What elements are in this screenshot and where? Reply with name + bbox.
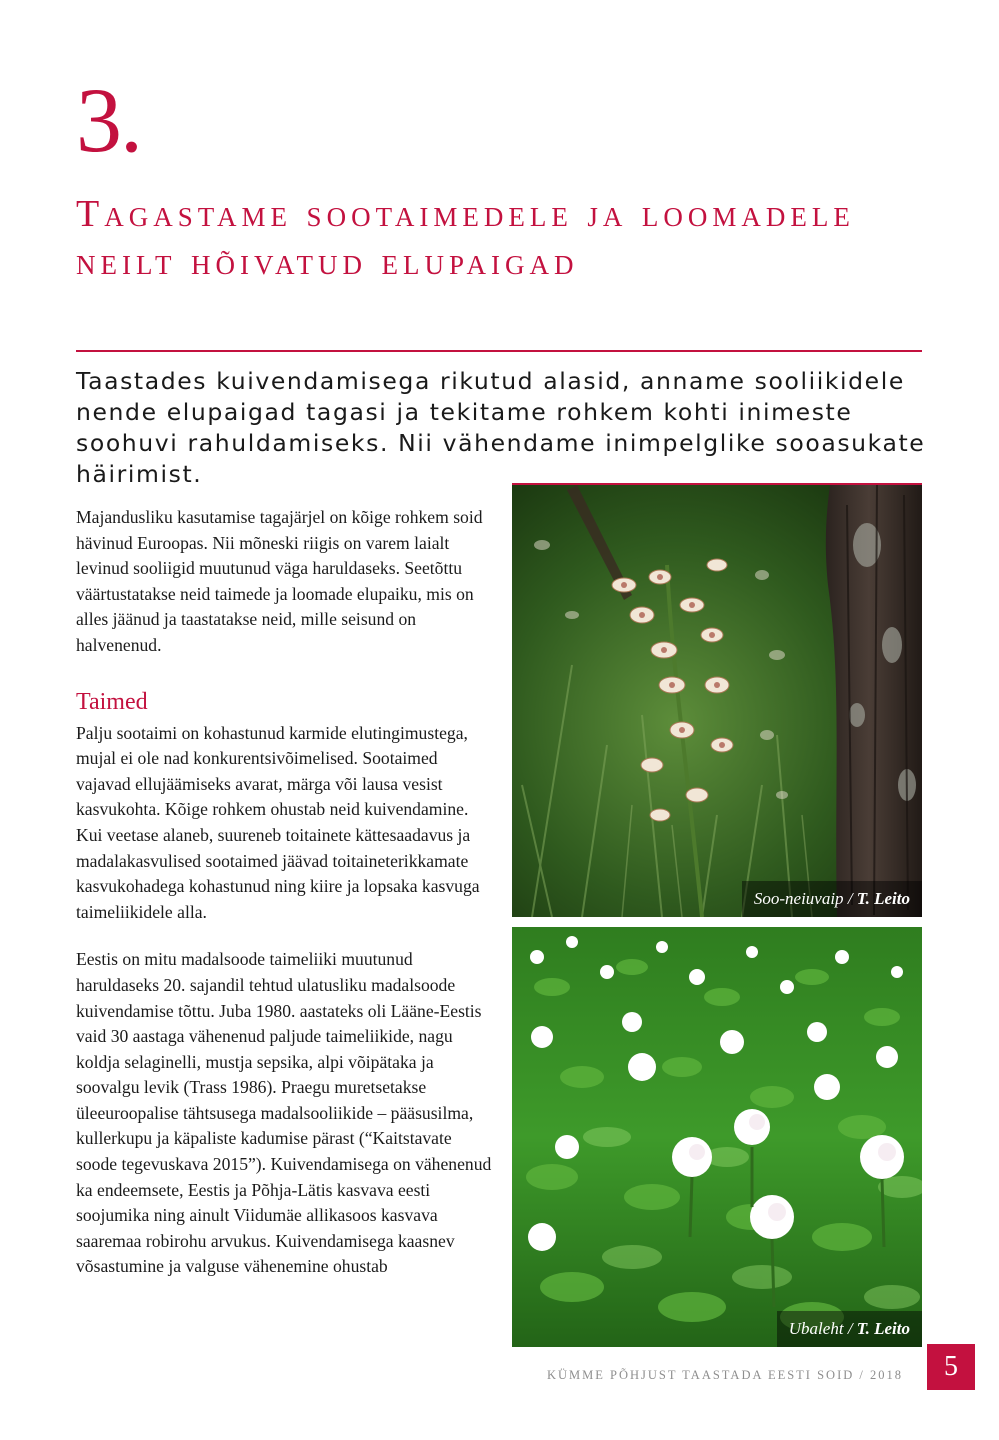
caption-credit: T. Leito — [856, 1319, 910, 1338]
photo-soo-neiuvaip — [512, 483, 922, 917]
photo-caption — [777, 1311, 922, 1347]
running-footer: KÜMME PÕHJUST TAASTADA EESTI SOID / 2018 — [546, 1368, 903, 1382]
intro-paragraph: Majandusliku kasutamise tagajärjel on kõige rohkem soid hävinud Euroopas. Nii mõneski riigis on varem laialt levinud sooliigid muutunud väga haruldaseks. Seetõttu väärtustatakse neid taimede ja loomade elupaiku, mis on alles jäänud ja taastatakse neid, mille seisund on halvenenud. — [76, 507, 483, 655]
caption-species: Ubaleht — [788, 1319, 844, 1338]
page-number: 5 — [927, 1344, 975, 1390]
photo-caption — [742, 881, 922, 917]
body-paragraph: Palju sootaimi on kohastunud karmide elutingimustega, mujal ei ole nad konkurentsivõimelised. Sootaimed vajavad ellujäämiseks avarat, märga või lausa vesist kasvukohta. Kõige rohkem ohustab neid kuivendamine. Kui veetase alaneb, suureneb toitainete kättesaadavus ja madalakasvulised sootaimed jäävad toitaineterikkamate kasvukohadega kohastunud ning kiire ja lopsaka kasvuga taimeliikidele alla. — [76, 722, 480, 922]
section-heading: Taimed — [76, 688, 148, 715]
orchid-photo-image — [512, 485, 922, 917]
text-column — [76, 505, 496, 1280]
title-divider — [76, 350, 922, 352]
caption-species: Soo-neiuvaip — [753, 889, 844, 908]
chapter-number: 3. — [76, 69, 141, 171]
body-paragraph: Eestis on mitu madalsoode taimeliiki muutunud haruldaseks 20. sajandil tehtud ulatusliku madalsoode kuivendamise tõttu. Juba 1980. aastateks oli Lääne-Eestis vaid 30 aastaga vähenenud paljude taimeliikide, nagu koldja selaginelli, mustja sepsika, alpi võipätaka ja soovalgu levik (Trass 1986). Praegu muretsetakse üleeuroopalise tähtsusega madalsooliikide – pääsusilma, kullerkupu ja käpaliste kadumise pärast (“Kaitstavate soode tegevuskava 2015”). Kuivendamisega on vähenenud ka endeemsete, Eestis ja Põhja-Lätis kasvava eesti soojumika ning ainult Viidumäe allikasoos kasvava saaremaa robirohu arvukus. Kuivendamisega kaasnev võsastumine ja valguse vähenemine ohustab — [76, 949, 492, 1277]
lead-paragraph: Taastades kuivendamisega rikutud alasid, anname sooliikidele nende elupaigad tagasi ja tekitame rohkem kohti inimeste soohuvi rahuldamiseks. Nii vähendame inimpelglike sooasukate häirimist. — [76, 367, 926, 488]
caption-separator: / — [843, 889, 857, 908]
caption-separator: / — [843, 1319, 857, 1338]
chapter-title: Tagastame sootaimedele ja loomadele neilt hõivatud elupaigad — [76, 193, 855, 283]
caption-credit: T. Leito — [856, 889, 910, 908]
photo-ubaleht — [512, 927, 922, 1347]
bogbean-photo-image — [512, 927, 922, 1347]
